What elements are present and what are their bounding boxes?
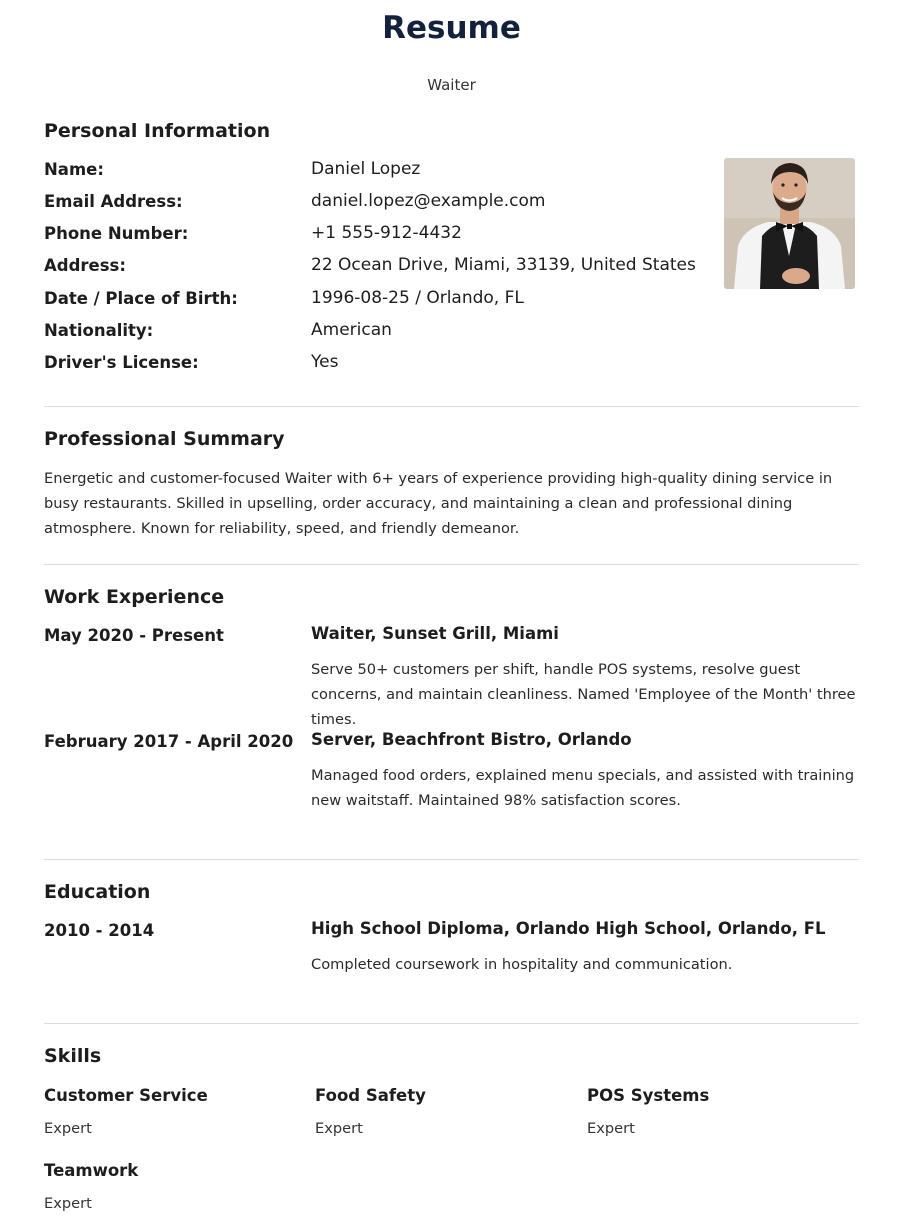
section-divider <box>44 406 859 407</box>
summary-text: Energetic and customer-focused Waiter with 6+ years of experience providing high-quality dining service in busy restaurants. Skilled in upselling, order accuracy, and maintaining a clean and professional dining atmosphere. Known for reliability, speed, and friendly demeanor. <box>44 470 833 537</box>
job-dates: February 2017 - April 2020 <box>44 732 294 751</box>
job-description: Serve 50+ customers per shift, handle POS systems, resolve guest concerns, and maintain cleanliness. Named 'Employee of the Month' three times. <box>311 661 856 728</box>
birth-label: Date / Place of Birth: <box>44 289 238 308</box>
profile-photo <box>724 158 855 289</box>
phone-value: +1 555-912-4432 <box>311 223 462 243</box>
job-title: Server, Beachfront Bistro, Orlando <box>311 730 632 749</box>
section-divider <box>44 1023 859 1024</box>
skills-heading: Skills <box>44 1045 102 1067</box>
resume-title: Resume <box>382 10 521 46</box>
skill-level: Expert <box>315 1120 363 1137</box>
resume-page <box>44 0 859 1223</box>
name-value: Daniel Lopez <box>311 159 421 179</box>
license-value: Yes <box>311 352 339 372</box>
education-title: High School Diploma, Orlando High School, Orlando, FL <box>311 919 826 938</box>
job-description: Managed food orders, explained menu specials, and assisted with training new waitstaff. Maintained 98% satisfaction scores. <box>311 767 855 809</box>
skill-name: Food Safety <box>315 1086 426 1105</box>
section-divider <box>44 859 859 860</box>
work-heading: Work Experience <box>44 586 225 608</box>
phone-label: Phone Number: <box>44 224 189 243</box>
name-label: Name: <box>44 160 104 179</box>
nationality-label: Nationality: <box>44 321 154 340</box>
education-heading: Education <box>44 881 151 903</box>
email-value: daniel.lopez@example.com <box>311 191 546 211</box>
education-dates: 2010 - 2014 <box>44 921 155 940</box>
section-divider <box>44 564 859 565</box>
job-dates: May 2020 - Present <box>44 626 224 645</box>
profile-photo-illustration <box>724 158 855 289</box>
personal-info-heading: Personal Information <box>44 120 271 142</box>
summary-heading: Professional Summary <box>44 428 285 450</box>
address-value: 22 Ocean Drive, Miami, 33139, United States <box>311 255 696 275</box>
job-title: Waiter, Sunset Grill, Miami <box>311 624 559 643</box>
nationality-value: American <box>311 320 392 340</box>
address-label: Address: <box>44 256 126 275</box>
skill-level: Expert <box>44 1120 92 1137</box>
skill-name: Teamwork <box>44 1161 139 1180</box>
education-description: Completed coursework in hospitality and communication. <box>311 956 733 973</box>
skill-level: Expert <box>44 1195 92 1212</box>
skill-level: Expert <box>587 1120 635 1137</box>
skill-name: Customer Service <box>44 1086 208 1105</box>
license-label: Driver's License: <box>44 353 199 372</box>
birth-value: 1996-08-25 / Orlando, FL <box>311 288 524 308</box>
skill-name: POS Systems <box>587 1086 710 1105</box>
email-label: Email Address: <box>44 192 183 211</box>
resume-subtitle: Waiter <box>427 76 476 94</box>
